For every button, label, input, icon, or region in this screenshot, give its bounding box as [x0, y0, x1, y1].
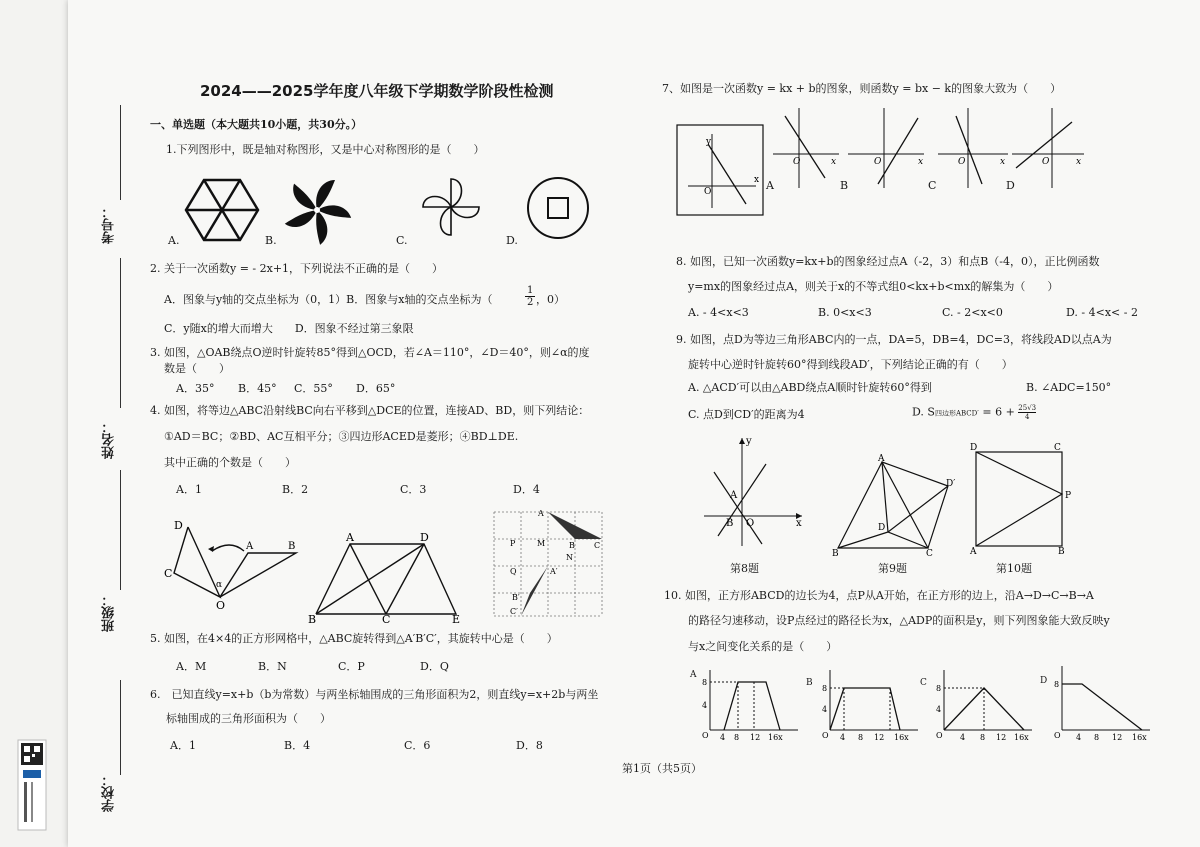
q1-figure-a — [186, 178, 258, 242]
binding-line — [120, 258, 121, 408]
q1-option-b[interactable]: B. — [265, 234, 277, 247]
q4-stem: 4. 如图，将等边△ABC沿射线BC向右平移到△DCE的位置，连接AD、BD，则下列结论： — [150, 404, 590, 417]
q10c-tick-8: 8 — [936, 684, 942, 693]
q5-stem: 5. 如图，在4×4的正方形网格中，△ABC旋转得到△A′B′C′，其旋转中心是（ ） — [150, 632, 558, 645]
q7-axis-x: x — [754, 175, 760, 185]
q7-option-c[interactable]: C — [928, 179, 937, 192]
q5-label-b: B — [569, 541, 575, 550]
q10-label-b: B — [1058, 547, 1065, 557]
q1-figure-d — [526, 176, 590, 240]
class-label: 班级： — [102, 593, 117, 632]
q9-fraction-denominator: 4 — [1024, 413, 1030, 421]
q5-option-c[interactable]: C．P — [338, 660, 365, 673]
q5-label-a: A — [538, 509, 544, 518]
q9-option-d-label: D. S — [912, 405, 935, 419]
exam-no-label: 考号： — [102, 205, 117, 244]
exam-title: 2024——2025学年度八年级下学期数学阶段性检测 — [200, 82, 554, 100]
q9-label-c: C — [926, 549, 933, 559]
q4-option-c[interactable]: C．3 — [400, 483, 427, 496]
q5-option-a[interactable]: A．M — [176, 660, 207, 673]
q10a-tick-4: 4 — [702, 701, 708, 710]
q10c-origin: O — [936, 731, 943, 740]
q10b-tick-4: 4 — [822, 705, 828, 714]
q10c-tick-x12: 12 — [996, 733, 1007, 742]
q10a-tick-x8: 8 — [734, 733, 740, 742]
q8-option-b[interactable]: B. 0<x<3 — [818, 306, 872, 319]
q10b-tick-x8: 8 — [858, 733, 864, 742]
q8-label-o: O — [746, 518, 755, 529]
q10a-origin: O — [702, 731, 709, 740]
q4-label-e: E — [452, 613, 461, 626]
q7a-axis-x: x — [831, 157, 837, 167]
binding-line — [120, 105, 121, 200]
q5-label-c-prime: C′ — [510, 607, 518, 616]
q9-stem: 9. 如图，点D为等边三角形ABC内的一点，DA=5，DB=4，DC=3，将线段AD以点A为 — [676, 333, 1112, 346]
q9-fraction-numerator: 25√3 — [1018, 404, 1037, 412]
caption-q9: 第9题 — [878, 562, 907, 575]
q9-option-d[interactable] — [912, 404, 1036, 421]
q10d-tick-x8: 8 — [1094, 733, 1100, 742]
q7a-origin: O — [793, 157, 801, 167]
q9-option-a[interactable]: A. △ACD′可以由△ABD绕点A顺时针旋转60°得到 — [688, 381, 932, 394]
q5-label-b-prime: B′ — [512, 593, 520, 602]
q10-option-b[interactable]: B — [806, 678, 813, 688]
q3-option-b[interactable]: B．45° — [238, 382, 277, 395]
q10-option-c[interactable]: C — [920, 678, 927, 688]
q10d-tick-x16: 16x — [1132, 733, 1147, 742]
q10-stem: 10. 如图，正方形ABCD的边长为4，点P从A开始，在正方形的边上，沿A→D→C→B→A — [664, 589, 1094, 602]
q10c-tick-x16: 16x — [1014, 733, 1029, 742]
q2-option-b-end: ，0） — [536, 293, 565, 306]
q4-question: 其中正确的个数是（ ） — [164, 456, 296, 469]
q6-stem-cont: 标轴围成的三角形面积为（ ） — [166, 712, 331, 725]
q10c-tick-x8: 8 — [980, 733, 986, 742]
page-footer: 第1页（共5页） — [622, 762, 702, 775]
q8-option-d[interactable]: D. - 4<x< - 2 — [1066, 306, 1138, 319]
q10b-tick-x4: 4 — [840, 733, 846, 742]
q8-label-a: A — [730, 490, 738, 501]
q3-figure — [160, 515, 300, 615]
q7-axis-y: y — [706, 137, 712, 147]
school-label: 学校： — [102, 773, 117, 812]
q7-option-d[interactable]: D — [1006, 179, 1015, 192]
section-heading: 一、单选题（本大题共10小题，共30分。） — [150, 118, 363, 131]
q10-stem-cont: 的路径匀速移动，设P点经过的路径长为x，△ADP的面积是y，则下列图象能大致反映y — [688, 614, 1110, 627]
q5-label-q: Q — [510, 567, 517, 576]
q4-label-a: A — [346, 531, 354, 544]
q7-main-graph — [676, 124, 764, 216]
q7-option-a[interactable]: A — [766, 179, 774, 192]
q1-figure-b — [282, 176, 352, 244]
q8-figure — [702, 432, 812, 552]
q4-label-b: B — [308, 613, 317, 626]
q5-option-d[interactable]: D．Q — [420, 660, 449, 673]
q2-options-cd: C．y随x的增大而增大 D．图象不经过第三象限 — [164, 322, 414, 335]
q10b-tick-8: 8 — [822, 684, 828, 693]
q3-label-alpha: α — [216, 580, 223, 590]
q7b-axis-x: x — [918, 157, 924, 167]
q10b-origin: O — [822, 731, 829, 740]
q2-stem: 2. 关于一次函数y = - 2x+1，下列说法不正确的是（ ） — [150, 262, 444, 275]
name-label: 姓名： — [102, 420, 117, 459]
q7-option-d-graph — [1012, 108, 1084, 188]
q9-option-d-subscript: 四边形ABCD′ — [934, 409, 979, 418]
q7-origin: O — [704, 187, 712, 197]
fraction-numerator: 1 — [527, 285, 534, 296]
q7-stem: 7、如图是一次函数y = kx + b的图象，则函数y = bx − k的图象大致为（ ） — [662, 82, 1062, 95]
caption-q10: 第10题 — [996, 562, 1032, 575]
q5-label-a-prime: A′ — [550, 567, 558, 576]
q4-option-d[interactable]: D．4 — [513, 483, 540, 496]
q10d-origin: O — [1054, 731, 1061, 740]
q8-option-a[interactable]: A. - 4<x<3 — [688, 306, 749, 319]
q3-label-b: B — [288, 541, 296, 552]
q10c-tick-x4: 4 — [960, 733, 966, 742]
q7c-origin: O — [958, 157, 966, 167]
q10b-tick-x12: 12 — [874, 733, 885, 742]
q10d-tick-x4: 4 — [1076, 733, 1082, 742]
q6-option-a[interactable]: A．1 — [170, 739, 196, 752]
q1-option-c[interactable]: C. — [396, 234, 408, 247]
q1-option-a[interactable]: A. — [168, 234, 180, 247]
q10d-tick-x12: 12 — [1112, 733, 1123, 742]
q9-option-d-eq: = 6 + — [978, 405, 1019, 419]
q8-axis-x: x — [796, 518, 802, 529]
q8-axis-y: y — [746, 436, 752, 447]
fraction-denominator: 2 — [527, 297, 534, 308]
q10a-tick-8: 8 — [702, 678, 708, 687]
q5-label-p: P — [510, 539, 516, 548]
q10-label-c: C — [1054, 443, 1061, 453]
q9-label-d: D — [878, 523, 886, 533]
q10-option-a-graph — [694, 668, 800, 744]
q8-stem: 8. 如图，已知一次函数y=kx+b的图象经过点A（-2，3）和点B（-4，0），正比例函数 — [676, 255, 1100, 268]
binding-line — [120, 470, 121, 590]
q10-label-d: D — [970, 443, 978, 453]
q10c-tick-4: 4 — [936, 705, 942, 714]
q1-option-d[interactable]: D. — [506, 234, 518, 247]
q4-option-a[interactable]: A．1 — [176, 483, 202, 496]
q10-option-b-graph — [814, 668, 920, 744]
q10d-tick-8: 8 — [1054, 680, 1060, 689]
q9-label-d-prime: D′ — [946, 479, 956, 489]
q3-label-o: O — [216, 599, 226, 612]
q6-option-d[interactable]: D．8 — [516, 739, 543, 752]
q4-figure — [306, 532, 466, 624]
q1-figure-c — [416, 176, 486, 238]
binding-line — [120, 680, 121, 775]
q9-option-b[interactable]: B. ∠ADC=150° — [1026, 381, 1112, 394]
q10-option-c-graph — [928, 668, 1034, 744]
q9-figure — [830, 454, 960, 559]
q6-option-b[interactable]: B．4 — [284, 739, 311, 752]
q5-label-n: N — [566, 553, 573, 562]
q8-label-b: B — [726, 518, 734, 529]
q7-option-c-graph — [938, 108, 1008, 188]
q7-option-a-graph — [773, 108, 839, 188]
q8-stem-cont: y=mx的图象经过点A，则关于x的不等式组0<kx+b<mx的解集为（ ） — [688, 280, 1059, 293]
q3-stem: 3. 如图，△OAB绕点O逆时针旋转85°得到△OCD，若∠A＝110°，∠D＝40°，则∠α的度 — [150, 346, 590, 359]
q6-stem: 6. 已知直线y=x+b（b为常数）与两坐标轴围成的三角形面积为2，则直线y=x+2b与两坐 — [150, 688, 599, 701]
q10a-tick-x16: 16x — [768, 733, 783, 742]
q7c-axis-x: x — [1000, 157, 1006, 167]
q4-option-b[interactable]: B．2 — [282, 483, 309, 496]
q2-options-ab: A．图象与y轴的交点坐标为（0，1）B．图象与x轴的交点坐标为（ — [164, 293, 493, 306]
q4-label-d: D — [420, 531, 429, 544]
q7d-axis-x: x — [1076, 157, 1082, 167]
q9-label-a: A — [878, 454, 885, 464]
q9-option-c[interactable]: C. 点D到CD′的距离为4 — [688, 408, 805, 421]
q3-option-a[interactable]: A．35° — [176, 382, 215, 395]
q3-stem-cont: 数是（ ） — [164, 362, 230, 375]
q3-label-d: D — [174, 519, 183, 532]
q10-figure — [966, 444, 1076, 556]
q10-label-a: A — [970, 547, 977, 557]
q10-option-d[interactable]: D — [1040, 676, 1048, 686]
q5-label-m: M — [537, 539, 546, 548]
q5-grid-figure — [490, 508, 605, 618]
qr-code-icon — [18, 740, 46, 830]
q3-label-a: A — [246, 541, 254, 552]
q1-stem: 1.下列图形中，既是轴对称图形，又是中心对称图形的是（ ） — [166, 143, 485, 156]
q5-label-c: C — [594, 541, 601, 550]
q10-stem-end: 与x之间变化关系的是（ ） — [688, 640, 838, 653]
q3-option-c[interactable]: C．55° — [294, 382, 333, 395]
q10a-tick-x4: 4 — [720, 733, 726, 742]
q10-option-d-graph — [1046, 664, 1152, 744]
q3-option-d[interactable]: D．65° — [356, 382, 396, 395]
q8-option-c[interactable]: C. - 2<x<0 — [942, 306, 1003, 319]
q9-label-b: B — [832, 549, 839, 559]
q2-fraction — [525, 285, 535, 308]
q9-stem-cont: 旋转中心逆时针旋转60°得到线段AD′，下列结论正确的有（ ） — [688, 358, 1013, 371]
q7-option-b-graph — [848, 108, 924, 188]
q3-label-c: C — [164, 567, 173, 580]
q7d-origin: O — [1042, 157, 1050, 167]
q4-label-c: C — [382, 613, 391, 626]
q10b-tick-x16: 16x — [894, 733, 909, 742]
q10-option-a[interactable]: A — [690, 670, 697, 680]
q10a-tick-x12: 12 — [750, 733, 761, 742]
q7b-origin: O — [874, 157, 882, 167]
q5-option-b[interactable]: B．N — [258, 660, 287, 673]
q7-option-b[interactable]: B — [840, 179, 849, 192]
q10-label-p: P — [1065, 491, 1072, 501]
caption-q8: 第8题 — [730, 562, 759, 575]
q4-statements: ①AD＝BC；②BD、AC互相平分；③四边形ACED是菱形；④BD⊥DE. — [164, 430, 519, 443]
q6-option-c[interactable]: C．6 — [404, 739, 431, 752]
